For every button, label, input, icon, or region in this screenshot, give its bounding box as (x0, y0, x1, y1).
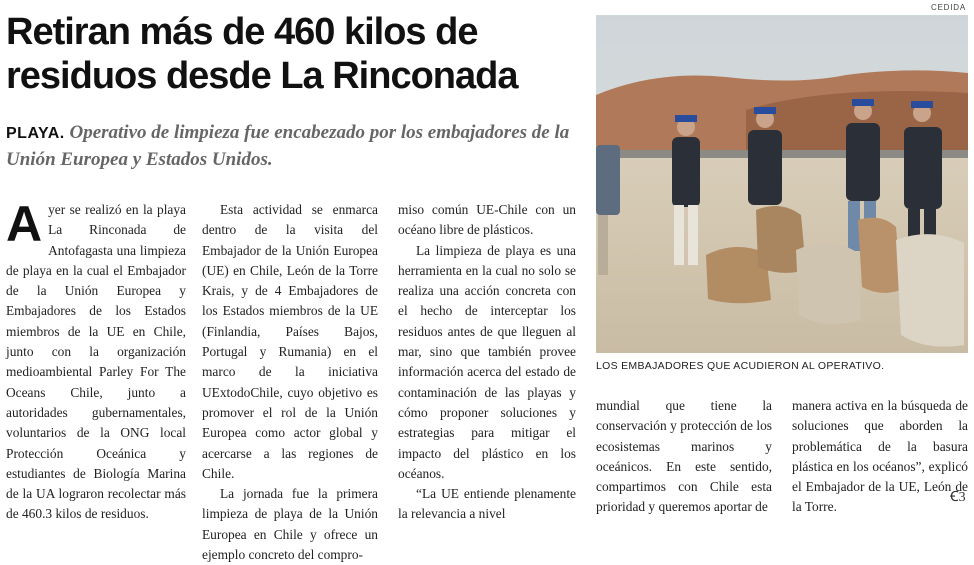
column-5-text: manera activa en la búsqueda de soluciones que aborden la problemática de la basura plástica en los océanos”, explicó el Embajador de la UE, León de la Torre. (792, 398, 968, 515)
article-column-3 (398, 200, 576, 525)
headline: Retiran más de 460 kilos de residuos desde La Rinconada (6, 11, 518, 97)
deck-text: Operativo de limpieza fue encabezado por los embajadores de la Unión Europea y Estados Unidos. (6, 122, 570, 170)
column-3-paragraph-2: La limpieza de playa es una herramienta en la cual no solo se realiza una acción concreta con el hecho de interceptar los residuos antes de que lleguen al mar, sino que también provee información acerca del estado de contaminación de las playas y cómo proponer soluciones y estrategias para mitigar el impacto del plástico en los océanos. (398, 242, 576, 481)
beach-cleanup-illustration (596, 15, 968, 353)
column-3-paragraph-1: miso común UE-Chile con un océano libre de plásticos. (398, 202, 576, 238)
column-1-text: yer se realizó en la playa La Rinconada de Antofagasta una limpieza de playa en la cual el Embajador de la Unión Europea y Embajadores de los Estados miembros de la UE en Chile, junto con la organización medioambiental Parley For The Oceans Chile, junto a autoridades gubernamentales, voluntarios de la ONG local Protección Oceánica y estudiantes de Biología Marina de la UA lograron recolectar más de 460.3 kilos de residuos. (6, 202, 186, 522)
photo-caption: LOS EMBAJADORES QUE ACUDIERON AL OPERATIVO. (596, 360, 885, 372)
dropcap: A (6, 196, 43, 252)
deck-kicker: PLAYA. (6, 125, 65, 142)
photo-credit: CEDIDA (930, 3, 966, 12)
article-column-4 (596, 396, 772, 518)
article-column-2 (202, 200, 378, 565)
column-3-paragraph-3: “La UE entiende plenamente la relevancia a nivel (398, 486, 576, 522)
beach-cleanup-photo (596, 15, 968, 353)
article-column-1 (6, 196, 186, 525)
column-2-paragraph-1: Esta actividad se enmarca dentro de la visita del Embajador de la Unión Europea (UE) en Chile, León de la Torre Krais, y de 4 Embajadores de los Estados miembros de la UE (Finlandia, Países Bajos, Portugal y Rumania) en el marco de la iniciativa UExtodoChile, cuyo objetivo es promover el rol de la Unión Europea como actor global y acercarse a las regiones de Chile. (202, 202, 378, 481)
column-2-paragraph-2: La jornada fue la primera limpieza de playa de la Unión Europea en Chile y ofrece un ejemplo concreto del compro- (202, 486, 378, 563)
deck (6, 120, 586, 173)
article-column-5 (792, 396, 968, 518)
column-4-text: mundial que tiene la conservación y protección de los ecosistemas marinos y oceánicos. En este sentido, compartimos con Chile esta prioridad y queremos aportar de (596, 398, 772, 515)
end-of-article-mark: Ꞓ3 (950, 490, 966, 505)
